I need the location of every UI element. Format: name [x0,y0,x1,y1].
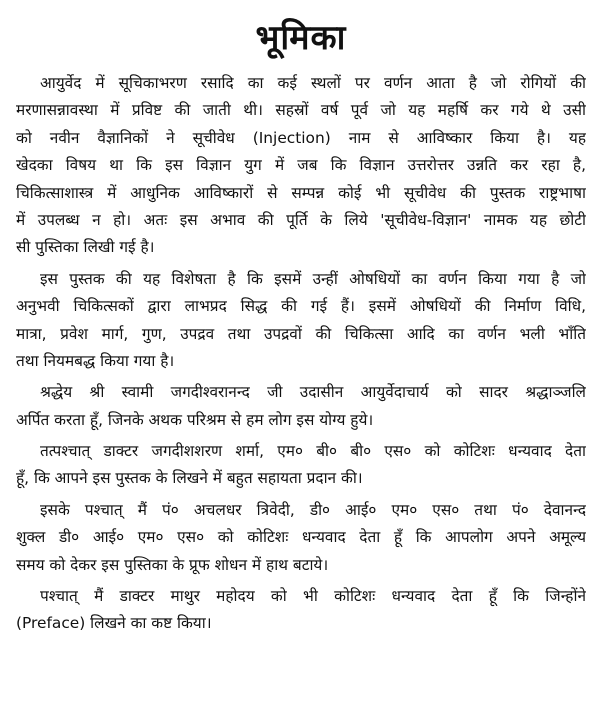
text-line: शुक्ल डी० आई० एम० एस० को कोटिशः धन्यवाद देता हूँ कि आपलोग अपने अमूल्य [16,528,586,547]
text-line: तत्पश्चात् डाक्टर जगदीशशरण शर्मा, एम० बी० बी० एस० को कोटिशः धन्यवाद देता [40,442,586,461]
text-line: (Preface) लिखने का कष्ट किया। [16,614,212,633]
text-line: इस पुस्तक की यह विशेषता है कि इसमें उन्हीं ओषधियों का वर्णन किया गया है जो [40,269,586,288]
text-line: अनुभवी चिकित्सकों द्वारा लाभप्रद सिद्ध की गई हैं। इसमें ओषधियों की निर्माण विधि, [16,297,586,316]
paragraph-3 [16,379,586,434]
text-line: तथा नियमबद्ध किया गया है। [16,351,175,370]
text-line: में उपलब्ध न हो। अतः इस अभाव की पूर्ति के लिये 'सूचीवेध-विज्ञान' नामक यह छोटी [16,210,586,229]
page-title: भूमिका [255,18,347,58]
text-line: पश्चात् मैं डाक्टर माथुर महोदय को भी कोटिशः धन्यवाद देता हूँ कि जिन्होंने [40,587,586,606]
text-line: इसके पश्चात् मैं पं० अचलधर त्रिवेदी, डी० आई० एम० एस० तथा पं० देवानन्द [40,500,586,519]
text-line: खेदका विषय था कि इस विज्ञान युग में जब कि विज्ञान उत्तरोत्तर उन्नति कर रहा है, [16,156,586,175]
text-line: को नवीन वैज्ञानिकों ने सूचीवेध (Injection) नाम से आविष्कार किया है। यह [16,128,586,147]
paragraph-2 [16,266,586,376]
text-line: समय को देकर इस पुस्तिका के प्रूफ शोधन में हाथ बटाये। [16,555,329,574]
paragraph-5 [16,497,586,579]
text-line: आयुर्वेद में सूचिकाभरण रसादि का कई स्थलों पर वर्णन आता है जो रोगियों की [40,74,586,92]
text-line: हूँ, कि आपने इस पुस्तक के लिखने में बहुत सहायता प्रदान की। [16,469,363,488]
paragraph-4 [16,438,586,493]
text-line: मात्रा, प्रवेश मार्ग, गुण, उपद्रव तथा उपद्रवों की चिकित्सा आदि का वर्णन भली भाँति [16,324,586,343]
text-line: मरणासन्नावस्था में प्रविष्ट की जाती थी। सहस्रों वर्ष पूर्व जो यह महर्षि कर गये थे उसी [16,101,586,120]
text-line: चिकित्साशास्त्र में आधुनिक आविष्कारों से सम्पन्न कोई भी सूचीवेध की पुस्तक राष्ट्रभाषा [16,183,586,202]
text-line: श्रद्धेय श्री स्वामी जगदीश्वरानन्द जी उदासीन आयुर्वेदाचार्य को सादर श्रद्धाञ्जलि [40,383,586,402]
paragraph-6 [16,583,586,638]
paragraph-1 [16,70,586,262]
text-line: सी पुस्तिका लिखी गई है। [16,238,155,257]
text-line: अर्पित करता हूँ, जिनके अथक परिश्रम से हम लोग इस योग्य हुये। [16,410,374,429]
